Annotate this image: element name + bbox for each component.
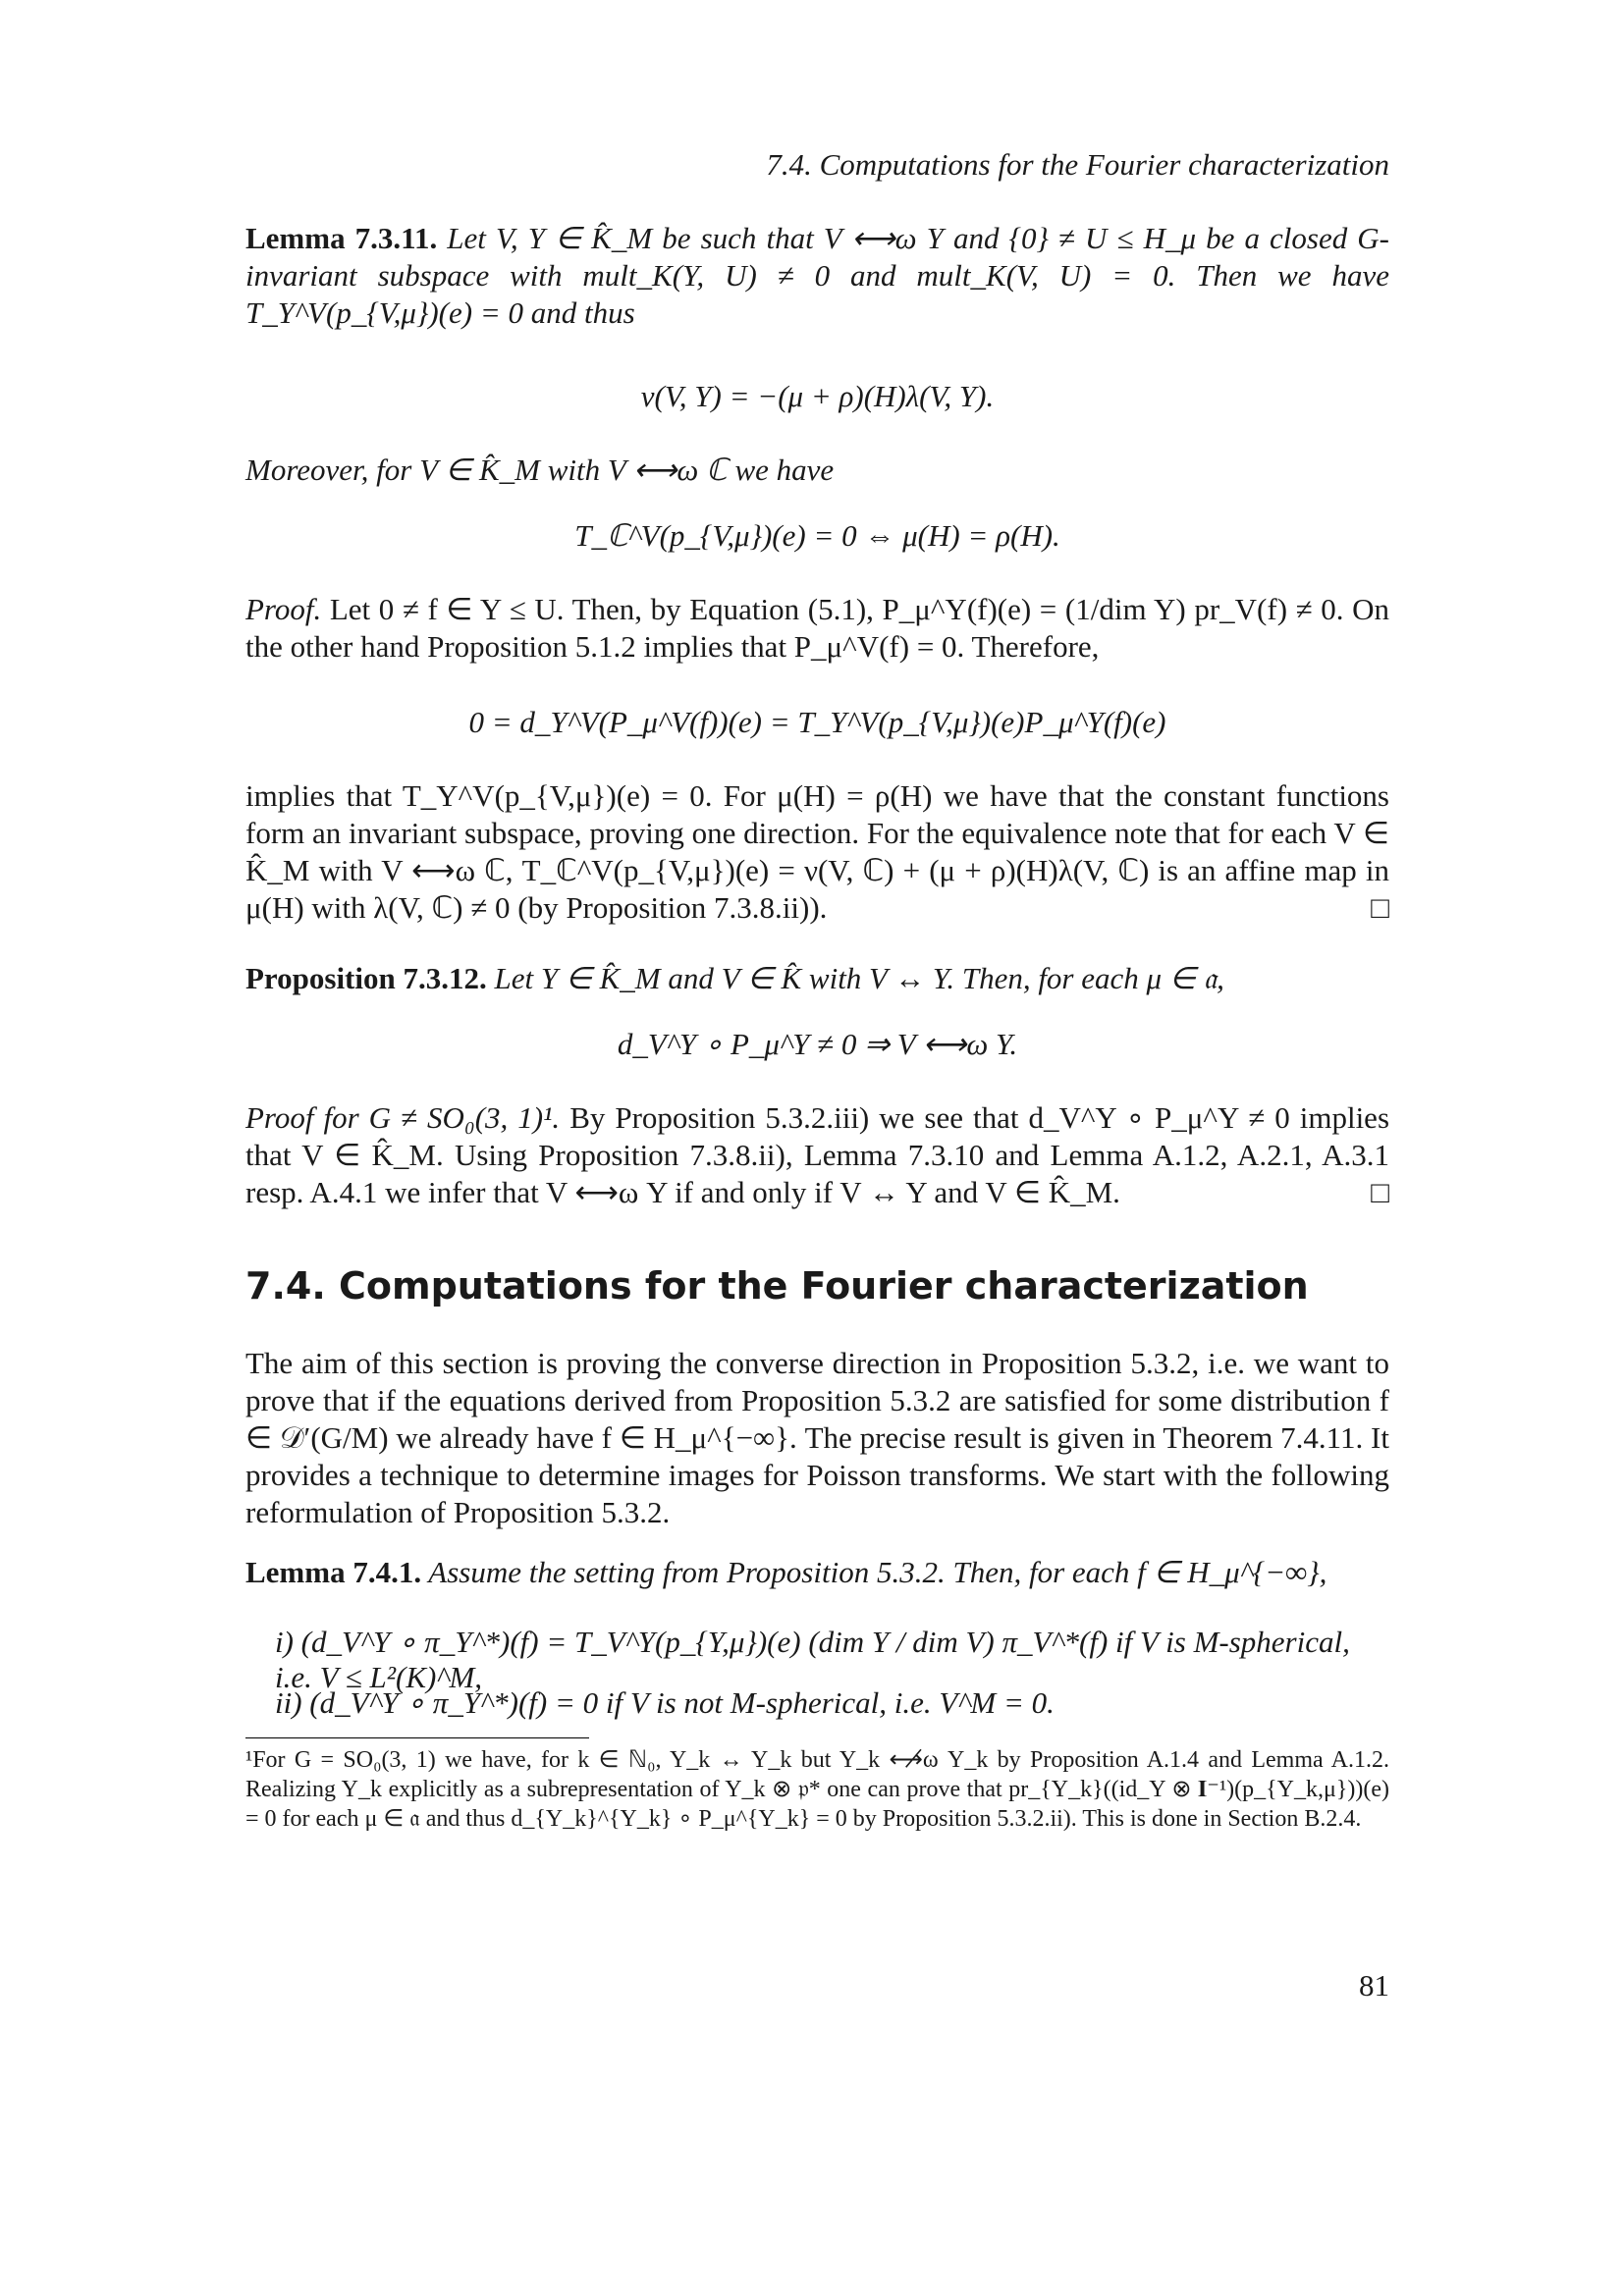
section-intro: The aim of this section is proving the converse direction in Proposition 5.3.2, i.e. we want to prove that if the equations derived from Proposition 5.3.2 are satisfied for some distribution f ∈ 𝒟′(G/M) we already have f ∈ H_μ^{−∞}. The precise result is given in Theorem 7.4.11. It provides a technique to determine images for Poisson transforms. We start with the following reformulation of Proposition 5.3.2.	[245, 1346, 1389, 1529]
lemma-label: Lemma 7.3.11.	[245, 221, 438, 255]
lemma-statement: Let V, Y ∈ K̂_M be such that V ⟷ω Y and {0} ≠ U ≤ H_μ be a closed G-invariant subspace with mult_K(Y, U) ≠ 0 and mult_K(V, U) = 0. Then we have T_Y^V(p_{V,μ})(e) = 0 and thus	[245, 221, 1390, 330]
qed-symbol: □	[1371, 1175, 1389, 1209]
section-title: 7.4. Computations for the Fourier characterization	[245, 1264, 1309, 1308]
display-equation: 0 = d_Y^V(P_μ^V(f))(e) = T_Y^V(p_{V,μ})(e)P_μ^Y(f)(e)	[468, 705, 1166, 739]
page-number: 81	[1359, 1968, 1389, 2002]
lemma-statement: Assume the setting from Proposition 5.3.2. Then, for each f ∈ H_μ^{−∞},	[428, 1555, 1327, 1589]
proof-text: implies that T_Y^V(p_{V,μ})(e) = 0. For μ(H) = ρ(H) we have that the constant functions form an invariant subspace, proving one direction. For the equivalence note that for each V ∈ K̂_M with V ⟷ω ℂ, T_ℂ^V(p_{V,μ})(e) = ν(V, ℂ) + (μ + ρ)(H)λ(V, ℂ) is an affine map in μ(H) with λ(V, ℂ) ≠ 0 (by Proposition 7.3.8.ii)).	[245, 778, 1389, 925]
proof-7-3-12	[245, 1099, 1389, 1211]
lemma-statement-continued: Moreover, for V ∈ K̂_M with V ⟷ω ℂ we have	[245, 453, 835, 487]
display-equation: ν(V, Y) = −(μ + ρ)(H)λ(V, Y).	[640, 379, 995, 413]
lemma-7-3-11	[245, 220, 1389, 332]
proof-7-3-11	[245, 591, 1389, 666]
proposition-statement: Let Y ∈ K̂_M and V ∈ K̂ with V ↔ Y. Then, for each μ ∈ 𝔞,	[494, 961, 1224, 995]
lemma-7-4-1	[245, 1554, 1389, 1591]
lemma-label: Lemma 7.4.1.	[245, 1555, 422, 1589]
running-head: 7.4. Computations for the Fourier characterization	[766, 147, 1389, 182]
proposition-label: Proposition 7.3.12.	[245, 961, 487, 995]
footnote-rule	[245, 1737, 589, 1738]
lemma-item-i: i) (d_V^Y ∘ π_Y^*)(f) = T_V^Y(p_{Y,μ})(e) (dim Y / dim V) π_V^*(f) if V is M-spherical, i.e. V ≤ L²(K)^M,	[275, 1625, 1350, 1694]
display-equation: d_V^Y ∘ P_μ^Y ≠ 0 ⇒ V ⟷ω Y.	[617, 1027, 1018, 1061]
qed-symbol: □	[1371, 890, 1389, 925]
proof-text-continued	[245, 777, 1389, 927]
proof-text: By Proposition 5.3.2.iii) we see that d_V^Y ∘ P_μ^Y ≠ 0 implies that V ∈ K̂_M. Using Proposition 7.3.8.ii), Lemma 7.3.10 and Lemma A.1.2, A.2.1, A.3.1 resp. A.4.1 we infer that V ⟷ω Y if and only if V ↔ Y and V ∈ K̂_M.	[245, 1100, 1390, 1209]
proposition-7-3-12	[245, 960, 1389, 997]
proof-text: Let 0 ≠ f ∈ Y ≤ U. Then, by Equation (5.1), P_μ^Y(f)(e) = (1/dim Y) pr_V(f) ≠ 0. On the other hand Proposition 5.1.2 implies that P_μ^V(f) = 0. Therefore,	[245, 592, 1390, 664]
footnote: ¹For G = SO₀(3, 1) we have, for k ∈ ℕ₀, Y_k ↔ Y_k but Y_k ⟷̸ω Y_k by Proposition A.1.4 and Lemma A.1.2. Realizing Y_k explicitly as a subrepresentation of Y_k ⊗ 𝔭* one can prove that pr_{Y_k}((id_Y ⊗ 𝐈⁻¹)(p_{Y_k,μ}))(e) = 0 for each μ ∈ 𝔞 and thus d_{Y_k}^{Y_k} ∘ P_μ^{Y_k} = 0 by Proposition 5.3.2.ii). This is done in Section B.2.4.	[245, 1747, 1389, 1832]
page	[245, 0, 1389, 2296]
lemma-item-ii: ii) (d_V^Y ∘ π_Y^*)(f) = 0 if V is not M-spherical, i.e. V^M = 0.	[275, 1685, 1055, 1720]
proof-label: Proof.	[245, 592, 322, 626]
display-equation: T_ℂ^V(p_{V,μ})(e) = 0 ⇔ μ(H) = ρ(H).	[574, 518, 1060, 553]
proof-label: Proof for G ≠ SO₀(3, 1)¹.	[245, 1100, 561, 1135]
